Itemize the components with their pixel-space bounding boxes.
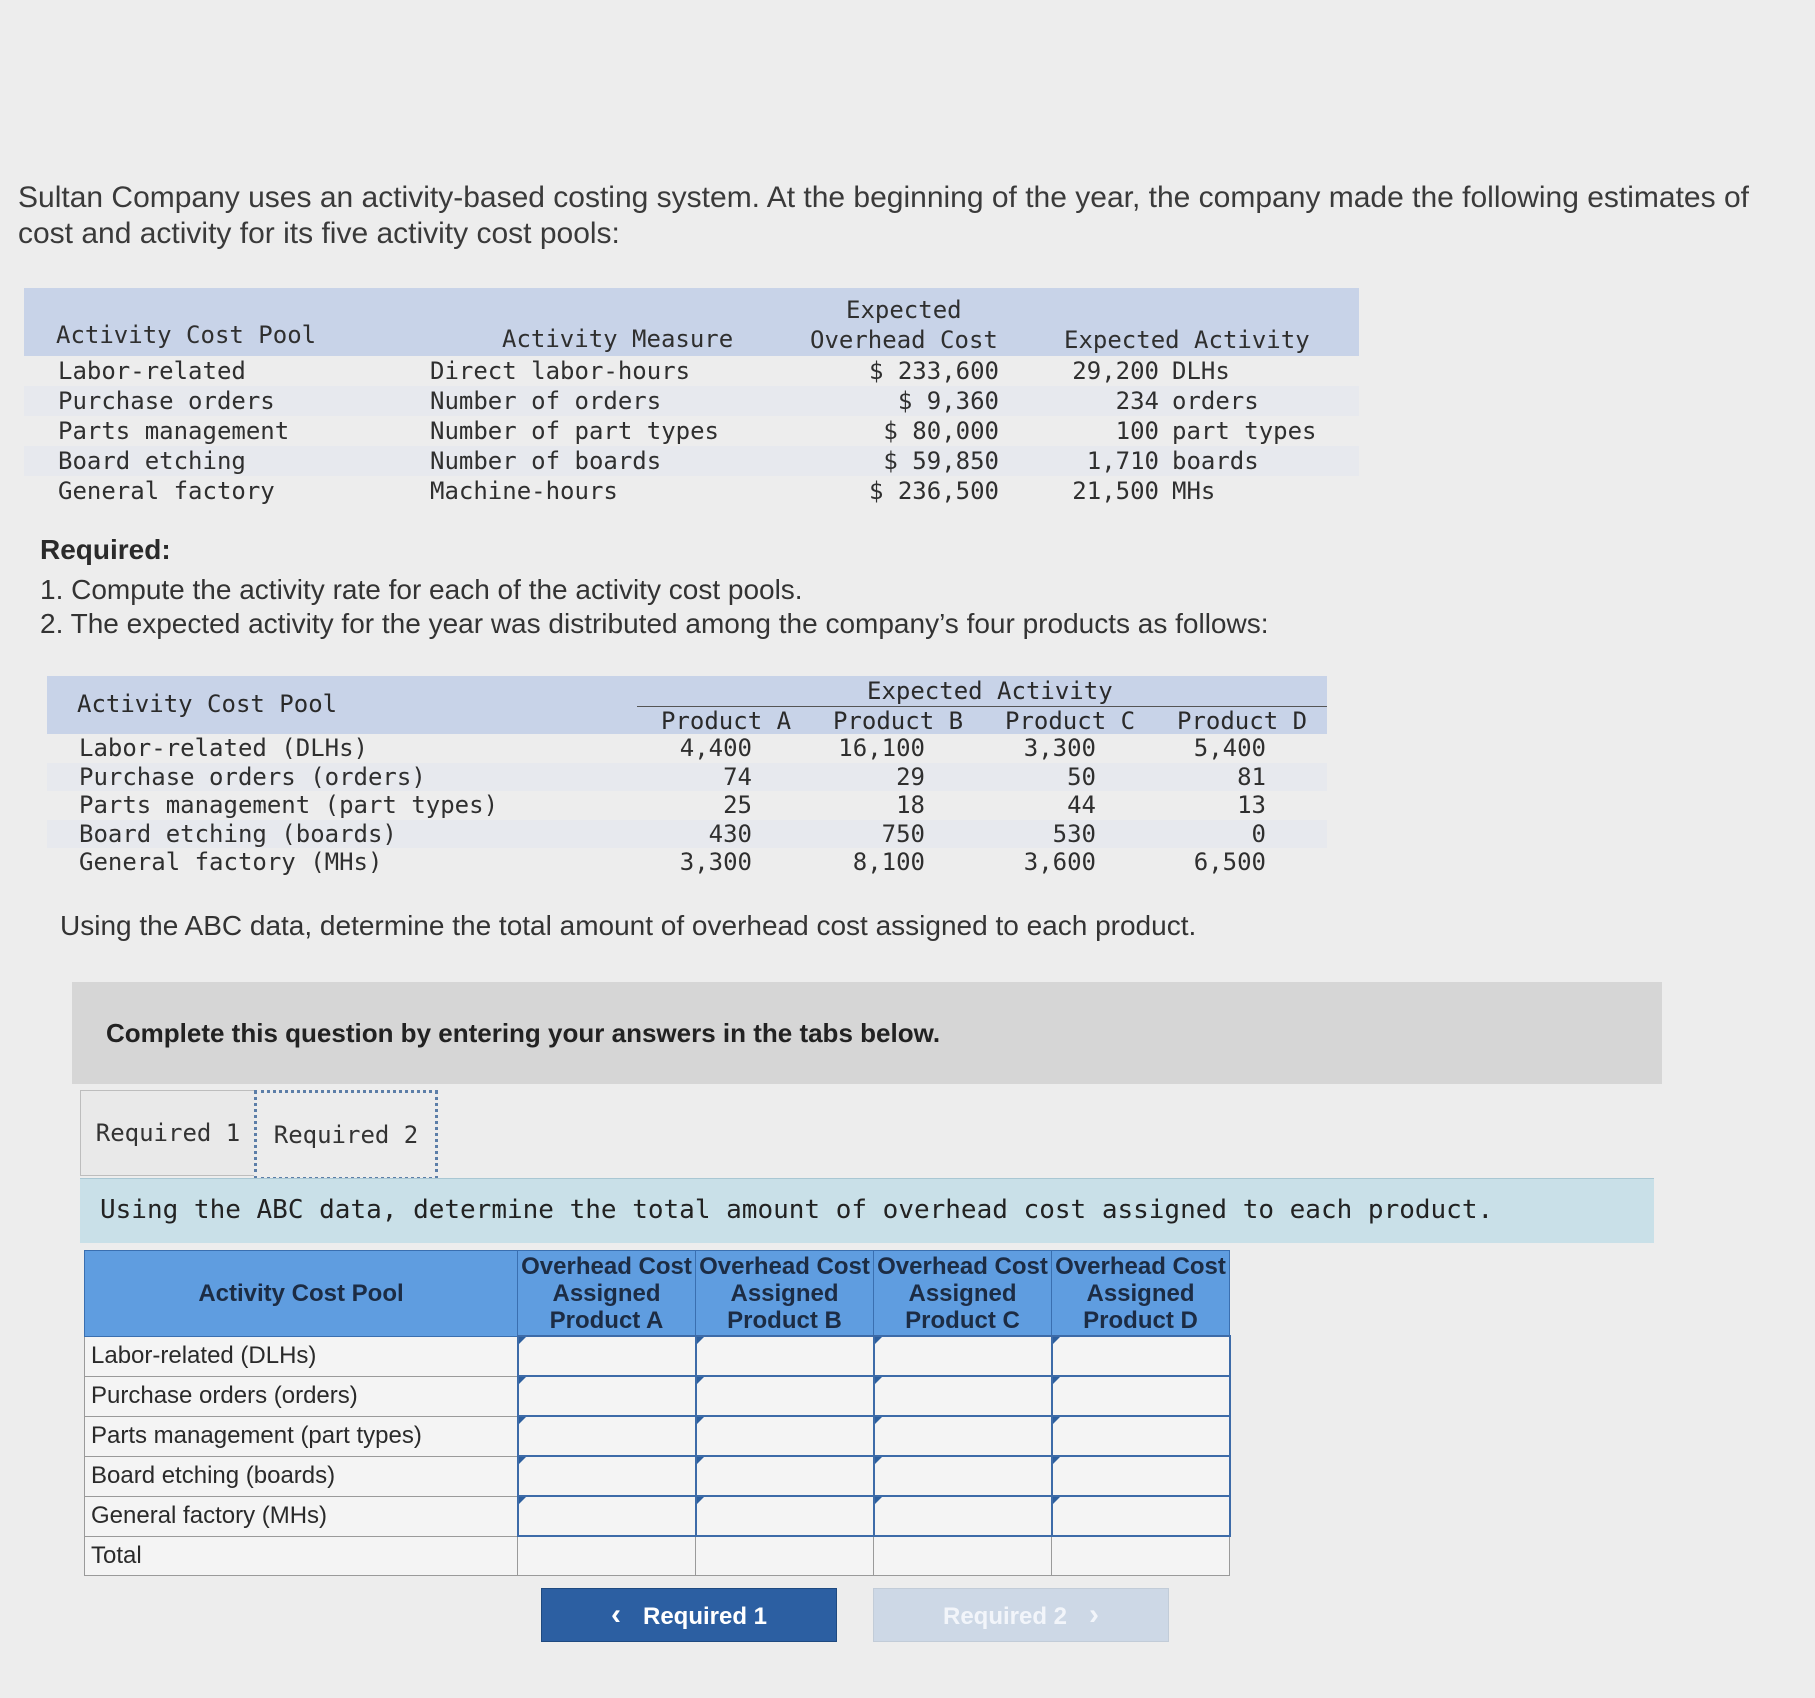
next-required-2-button[interactable] — [873, 1588, 1169, 1642]
intro-line-2: cost and activity for its five activity cost pools: — [18, 217, 620, 250]
value-product-c: 44 — [1067, 791, 1096, 819]
header-product-a: Product A — [661, 707, 792, 735]
overhead-cost: $ 80,000 — [883, 417, 999, 445]
table-row — [85, 1336, 1230, 1376]
table-row — [47, 791, 1327, 820]
overhead-cost: $ 236,500 — [868, 477, 999, 505]
value-product-b: 750 — [881, 819, 925, 848]
row-label: Labor-related (DLHs) — [85, 1336, 518, 1376]
header-line-3: Product D — [1083, 1306, 1198, 1334]
tab-required-1[interactable]: Required 1 — [80, 1090, 256, 1176]
value-product-d: 6,500 — [1193, 848, 1266, 876]
pool-name: Board etching (boards) — [79, 819, 397, 848]
pool-name: General factory — [58, 477, 275, 505]
header-line-2: Assigned — [1086, 1279, 1195, 1307]
activity-unit: MHs — [1172, 477, 1216, 505]
activity-measure: Number of orders — [430, 387, 662, 415]
question-text: Using the ABC data, determine the total amount of overhead cost assigned to each product. — [60, 910, 1197, 941]
input-product-b[interactable] — [696, 1496, 874, 1536]
pool-name: Labor-related (DLHs) — [79, 734, 368, 762]
header-activity-cost-pool: Activity Cost Pool — [56, 321, 317, 349]
tab-panel-header — [80, 1178, 1654, 1243]
value-product-a: 3,300 — [679, 848, 752, 876]
header-line-3: Product B — [727, 1306, 842, 1334]
required-item-1: 1. Compute the activity rate for each of the activity cost pools. — [40, 574, 803, 605]
value-product-b: 8,100 — [852, 848, 925, 876]
header-product-b: Product B — [833, 707, 964, 735]
expected-activity-table — [47, 676, 1327, 877]
pool-name: Parts management — [58, 417, 290, 445]
intro-text — [18, 180, 1808, 252]
header-line-2: Assigned — [552, 1279, 661, 1307]
overhead-cost: $ 59,850 — [883, 447, 999, 475]
header-line-1: Overhead Cost — [1055, 1252, 1226, 1280]
pool-name: Labor-related — [58, 357, 246, 385]
total-label: Total — [85, 1536, 518, 1576]
chevron-left-icon: ‹ — [610, 1598, 621, 1631]
pool-name: Board etching — [58, 447, 246, 475]
overhead-cost: $ 9,360 — [897, 387, 999, 415]
input-product-b[interactable] — [696, 1376, 874, 1416]
value-product-b: 18 — [896, 791, 925, 819]
value-product-a: 25 — [723, 791, 752, 819]
header-line-3: Product A — [549, 1306, 664, 1334]
next-button-label: Required 2 — [942, 1603, 1068, 1630]
row-label: Board etching (boards) — [85, 1456, 518, 1496]
activity-qty: 1,710 — [1086, 447, 1159, 475]
intro-line-1: Sultan Company uses an activity-based costing system. At the beginning of the year, the company made the following estimates of — [18, 181, 1749, 214]
total-row — [85, 1536, 1230, 1576]
pool-name: General factory (MHs) — [79, 848, 383, 876]
header-overhead-product-a — [518, 1251, 696, 1337]
input-product-c[interactable] — [874, 1376, 1052, 1416]
header-overhead-product-b — [696, 1251, 874, 1337]
activity-qty: 29,200 — [1072, 357, 1159, 385]
header-expected-activity: Expected Activity — [867, 677, 1113, 705]
table-row — [47, 848, 1327, 877]
value-product-d: 5,400 — [1193, 734, 1266, 762]
total-product-d — [1052, 1536, 1230, 1576]
input-product-d[interactable] — [1052, 1336, 1230, 1376]
table-row — [85, 1496, 1230, 1536]
previous-required-1-button[interactable] — [541, 1588, 837, 1642]
tab-required-2[interactable]: Required 2 — [254, 1090, 438, 1180]
input-product-a[interactable] — [518, 1416, 696, 1456]
activity-qty: 21,500 — [1072, 477, 1159, 505]
value-product-c: 530 — [1052, 819, 1096, 848]
input-product-d[interactable] — [1052, 1496, 1230, 1536]
pool-name: Purchase orders — [58, 387, 275, 415]
table-row — [47, 734, 1327, 763]
value-product-b: 16,100 — [838, 734, 925, 762]
header-expected-activity: Expected Activity — [1064, 326, 1310, 354]
value-product-a: 430 — [708, 819, 752, 848]
activity-unit: DLHs — [1172, 357, 1230, 385]
header-line-1: Overhead Cost — [877, 1252, 1048, 1280]
input-product-c[interactable] — [874, 1456, 1052, 1496]
input-product-b[interactable] — [696, 1336, 874, 1376]
pool-name: Purchase orders (orders) — [79, 762, 426, 791]
instruction-banner — [72, 982, 1662, 1084]
activity-unit: orders — [1172, 387, 1259, 415]
activity-measure: Number of boards — [430, 447, 662, 475]
input-product-a[interactable] — [518, 1496, 696, 1536]
table-row — [24, 416, 1359, 446]
input-product-a[interactable] — [518, 1456, 696, 1496]
pool-name: Parts management (part types) — [79, 791, 499, 819]
header-line-1: Overhead Cost — [521, 1252, 692, 1280]
row-label: General factory (MHs) — [85, 1496, 518, 1536]
previous-button-label: Required 1 — [642, 1603, 768, 1630]
header-overhead-product-d — [1052, 1251, 1230, 1337]
table-row — [85, 1376, 1230, 1416]
table-row — [24, 356, 1359, 386]
input-product-c[interactable] — [874, 1336, 1052, 1376]
value-product-a: 74 — [723, 762, 752, 791]
table-row — [85, 1456, 1230, 1496]
row-label: Parts management (part types) — [85, 1416, 518, 1456]
activity-unit: boards — [1172, 447, 1259, 475]
table-row — [85, 1416, 1230, 1456]
table-row — [24, 446, 1359, 476]
value-product-b: 29 — [896, 762, 925, 791]
expected-activity-header — [47, 676, 1327, 734]
instruction-text: Complete this question by entering your answers in the tabs below. — [106, 1018, 941, 1048]
input-product-b[interactable] — [696, 1456, 874, 1496]
input-product-a[interactable] — [518, 1376, 696, 1416]
header-activity-cost-pool: Activity Cost Pool — [85, 1251, 518, 1337]
input-product-c[interactable] — [874, 1496, 1052, 1536]
input-product-b[interactable] — [696, 1416, 874, 1456]
header-product-d: Product D — [1177, 707, 1308, 735]
input-product-d[interactable] — [1052, 1376, 1230, 1416]
input-product-c[interactable] — [874, 1416, 1052, 1456]
required-item-2: 2. The expected activity for the year was distributed among the company’s four products as follows: — [40, 608, 1269, 639]
header-activity-measure: Activity Measure — [502, 325, 734, 353]
activity-measure: Machine-hours — [430, 477, 618, 505]
row-label: Purchase orders (orders) — [85, 1376, 518, 1416]
cost-pool-table-header — [24, 288, 1359, 356]
input-product-a[interactable] — [518, 1336, 696, 1376]
tab-panel-text: Using the ABC data, determine the total amount of overhead cost assigned to each product. — [100, 1195, 1494, 1225]
activity-qty: 100 — [1115, 417, 1159, 445]
header-line-3: Product C — [905, 1306, 1020, 1334]
value-product-d: 13 — [1237, 791, 1266, 819]
value-product-c: 3,300 — [1023, 734, 1096, 762]
value-product-c: 50 — [1067, 762, 1096, 791]
overhead-assignment-table — [84, 1250, 1231, 1576]
activity-measure: Direct labor-hours — [430, 357, 691, 385]
header-expected-line1: Expected — [846, 296, 962, 324]
total-product-c — [874, 1536, 1052, 1576]
value-product-d: 0 — [1251, 819, 1266, 848]
header-overhead-product-c — [874, 1251, 1052, 1337]
header-activity-cost-pool: Activity Cost Pool — [77, 690, 338, 718]
activity-unit: part types — [1172, 417, 1317, 445]
header-line-2: Assigned — [730, 1279, 839, 1307]
total-product-a — [518, 1536, 696, 1576]
value-product-a: 4,400 — [679, 734, 752, 762]
header-line-1: Overhead Cost — [699, 1252, 870, 1280]
table-row — [24, 386, 1359, 416]
header-product-c: Product C — [1005, 707, 1136, 735]
value-product-c: 3,600 — [1023, 848, 1096, 876]
activity-measure: Number of part types — [430, 417, 719, 445]
header-line-2: Assigned — [908, 1279, 1017, 1307]
overhead-cost: $ 233,600 — [868, 357, 999, 385]
table-row — [47, 763, 1327, 792]
table-row — [47, 820, 1327, 849]
required-title: Required: — [40, 534, 171, 565]
input-product-d[interactable] — [1052, 1416, 1230, 1456]
table-row — [24, 476, 1359, 506]
value-product-d: 81 — [1237, 762, 1266, 791]
header-overhead-cost: Overhead Cost — [810, 326, 998, 354]
cost-pool-table — [24, 288, 1359, 506]
activity-qty: 234 — [1115, 387, 1159, 415]
input-product-d[interactable] — [1052, 1456, 1230, 1496]
total-product-b — [696, 1536, 874, 1576]
chevron-right-icon: › — [1089, 1598, 1100, 1631]
